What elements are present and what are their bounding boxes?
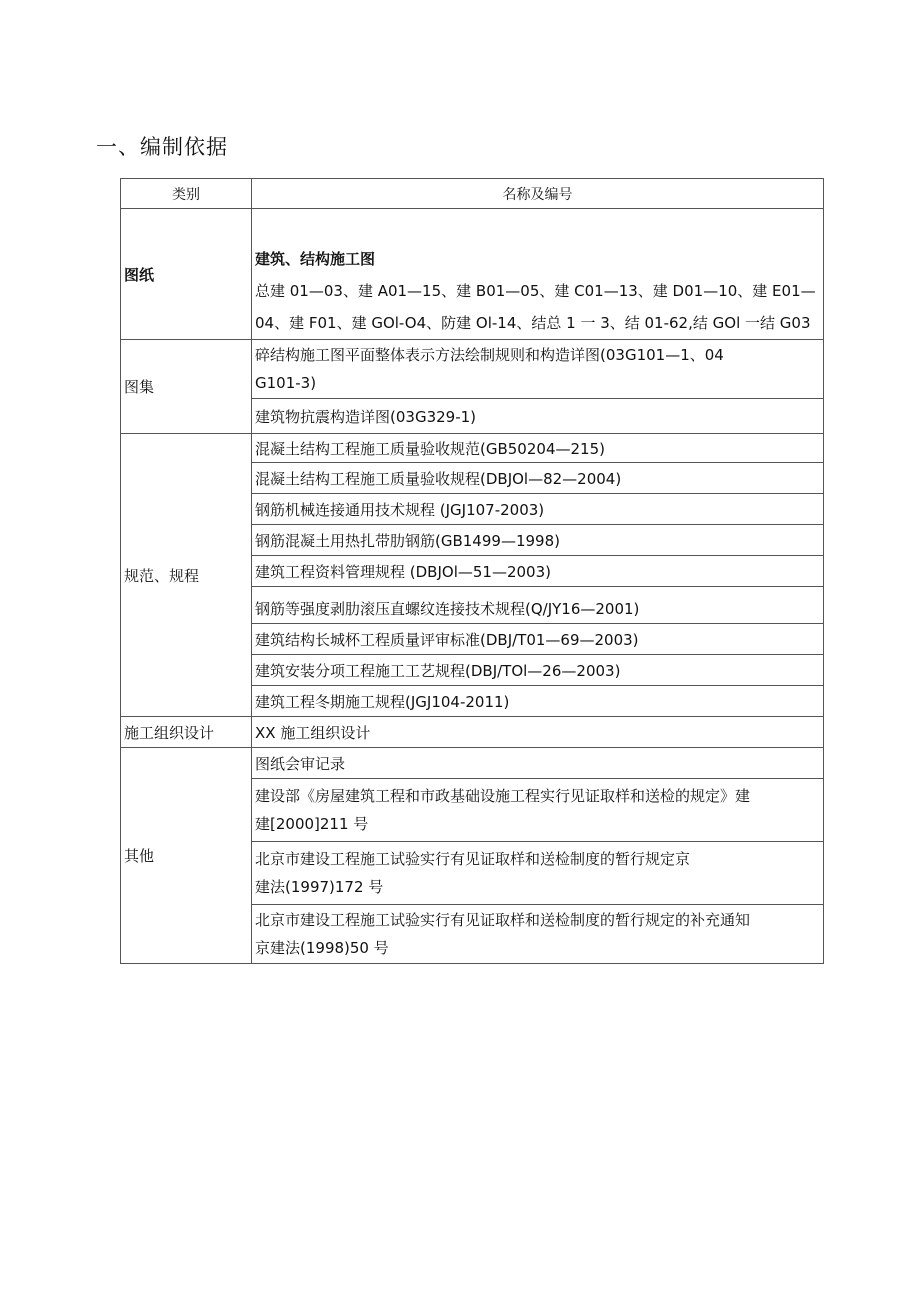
table-row-construction (121, 717, 824, 748)
other-item-4-line2: 京建法(1998)50 号 (255, 939, 389, 957)
other-item-2-line1: 建设部《房屋建筑工程和市政基础设施工程实行见证取样和送检的规定》建 (255, 787, 751, 805)
table-row-other-1 (121, 748, 824, 779)
atlas-item-2: 建筑物抗震构造详图(03G329-1) (252, 399, 824, 434)
code-item: 混凝土结构工程施工质量验收规范(GB50204—215) (252, 434, 824, 463)
other-item-1: 图纸会审记录 (252, 748, 824, 779)
table-row-atlas-1 (121, 340, 824, 399)
other-item-3-line2: 建法(1997)172 号 (255, 878, 384, 896)
category-atlas: 图集 (121, 340, 252, 434)
basis-table (120, 178, 824, 964)
code-item: 混凝土结构工程施工质量验收规程(DBJOl—82—2004) (252, 463, 824, 494)
construction-item: XX 施工组织设计 (252, 717, 824, 748)
table-header-row (121, 179, 824, 209)
code-item: 建筑工程资料管理规程 (DBJOl—51—2003) (252, 556, 824, 587)
drawings-title: 建筑、结构施工图 (255, 250, 376, 268)
other-item-3 (252, 842, 824, 905)
code-item: 建筑工程冬期施工规程(JGJ104-2011) (252, 686, 824, 717)
header-name: 名称及编号 (252, 179, 824, 209)
other-item-2-line2: 建[2000]211 号 (255, 815, 369, 833)
atlas-item-1-line1: 碎结构施工图平面整体表示方法绘制规则和构造详图(03G101—1、04 (255, 346, 724, 364)
code-item: 钢筋机械连接通用技术规程 (JGJ107-2003) (252, 494, 824, 525)
category-construction: 施工组织设计 (121, 717, 252, 748)
code-item: 建筑结构长城杯工程质量评审标准(DBJ/T01—69—2003) (252, 624, 824, 655)
table-row-drawings (121, 209, 824, 340)
category-other: 其他 (121, 748, 252, 964)
category-drawings: 图纸 (121, 209, 252, 340)
other-item-4-line1: 北京市建设工程施工试验实行有见证取样和送检制度的暂行规定的补充通知 (255, 911, 751, 929)
drawings-cell (252, 209, 824, 340)
drawings-line2: 04、建 F01、建 GOl-O4、防建 Ol-14、结总 1 一 3、结 01-62,结 GOl 一结 G03 (255, 314, 811, 332)
atlas-item-1 (252, 340, 824, 399)
section-title: 一、编制依据 (96, 135, 228, 159)
code-item: 钢筋混凝土用热扎带肋钢筋(GB1499—1998) (252, 525, 824, 556)
other-item-2 (252, 779, 824, 842)
atlas-item-1-line2: G101-3) (255, 374, 317, 392)
header-category: 类别 (121, 179, 252, 209)
code-item: 钢筋等强度剥肋滚压直螺纹连接技术规程(Q/JY16—2001) (252, 587, 824, 624)
code-item: 建筑安装分项工程施工工艺规程(DBJ/TOl—26—2003) (252, 655, 824, 686)
other-item-4 (252, 905, 824, 964)
table-row-codes (121, 434, 824, 463)
other-item-3-line1: 北京市建设工程施工试验实行有见证取样和送检制度的暂行规定京 (255, 850, 691, 868)
category-codes: 规范、规程 (121, 434, 252, 717)
drawings-line1: 总建 01—03、建 A01—15、建 B01—05、建 C01—13、建 D01—10、建 E01— (255, 282, 816, 300)
